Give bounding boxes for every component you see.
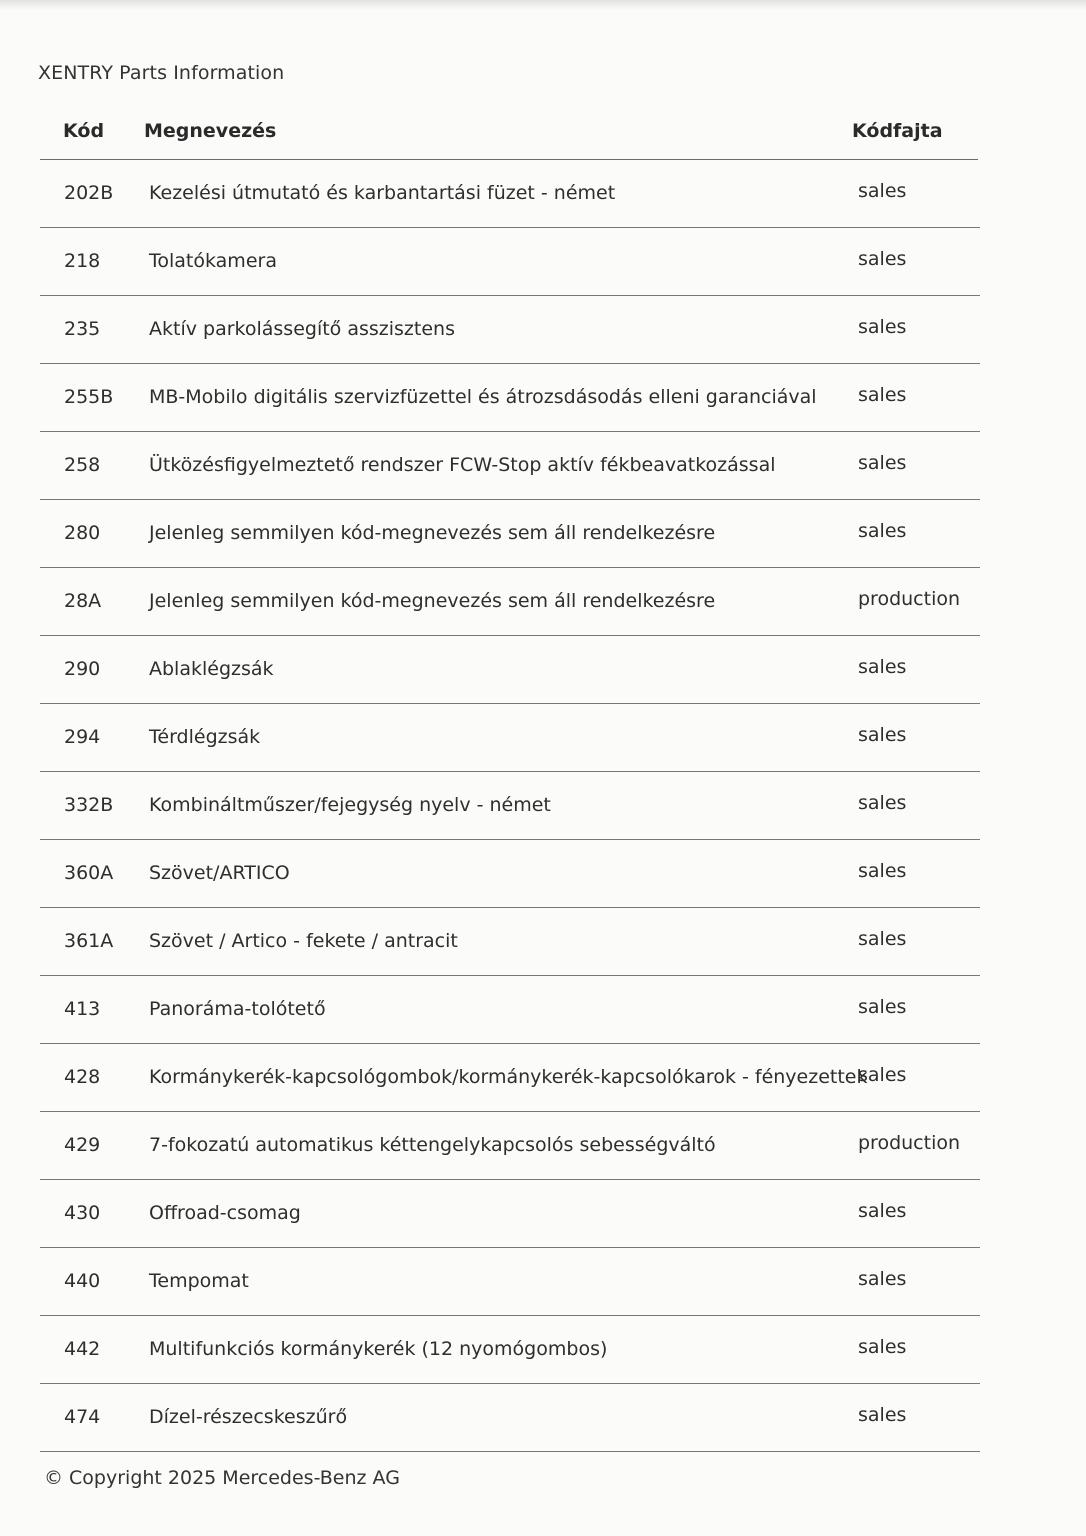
cell-code: 413 xyxy=(64,998,101,1020)
cell-name: Térdlégzsák xyxy=(149,726,261,748)
table-row xyxy=(40,976,980,1044)
cell-name: Jelenleg semmilyen kód-megnevezés sem áll rendelkezésre xyxy=(149,590,716,612)
cell-code: 290 xyxy=(64,658,101,680)
table-body xyxy=(40,160,980,1452)
cell-type: production xyxy=(858,1132,961,1154)
table-row xyxy=(40,1044,980,1112)
table-row xyxy=(40,636,980,704)
cell-code: 202B xyxy=(64,182,114,204)
table-row xyxy=(40,432,980,500)
cell-name: MB-Mobilo digitális szervizfüzettel és átrozsdásodás elleni garanciával xyxy=(149,386,817,408)
table-row xyxy=(40,772,980,840)
cell-code: 235 xyxy=(64,318,101,340)
cell-name: Tolatókamera xyxy=(149,250,277,272)
cell-name: Ablaklégzsák xyxy=(149,658,274,680)
cell-type: sales xyxy=(858,928,907,950)
cell-type: sales xyxy=(858,860,907,882)
table-row xyxy=(40,1384,980,1452)
table-row xyxy=(40,364,980,432)
cell-code: 440 xyxy=(64,1270,101,1292)
cell-type: sales xyxy=(858,180,907,202)
cell-name: 7-fokozatú automatikus kéttengelykapcsolós sebességváltó xyxy=(149,1134,716,1156)
table-row xyxy=(40,1316,980,1384)
copyright-footer: © Copyright 2025 Mercedes-Benz AG xyxy=(44,1467,400,1489)
cell-code: 258 xyxy=(64,454,101,476)
cell-code: 255B xyxy=(64,386,114,408)
cell-type: sales xyxy=(858,996,907,1018)
cell-name: Kombináltműszer/fejegység nyelv - német xyxy=(149,794,551,816)
cell-code: 361A xyxy=(64,930,114,952)
cell-name: Offroad-csomag xyxy=(149,1202,301,1224)
table-row xyxy=(40,500,980,568)
cell-code: 442 xyxy=(64,1338,101,1360)
cell-type: sales xyxy=(858,724,907,746)
cell-name: Tempomat xyxy=(149,1270,249,1292)
cell-type: sales xyxy=(858,248,907,270)
cell-name: Kormánykerék-kapcsológombok/kormánykerék-kapcsolókarok - fényezettek xyxy=(149,1066,868,1088)
cell-name: Kezelési útmutató és karbantartási füzet - német xyxy=(149,182,616,204)
cell-code: 218 xyxy=(64,250,101,272)
cell-code: 474 xyxy=(64,1406,101,1428)
column-header-type: Kódfajta xyxy=(852,120,943,142)
column-header-name: Megnevezés xyxy=(144,120,277,142)
cell-name: Aktív parkolássegítő asszisztens xyxy=(149,318,455,340)
cell-code: 280 xyxy=(64,522,101,544)
cell-name: Dízel-részecskeszűrő xyxy=(149,1406,348,1428)
table-row xyxy=(40,160,980,228)
table-row xyxy=(40,704,980,772)
scan-edge-shadow xyxy=(0,0,1086,10)
cell-type: sales xyxy=(858,520,907,542)
cell-code: 428 xyxy=(64,1066,101,1088)
table-row xyxy=(40,1180,980,1248)
cell-name: Jelenleg semmilyen kód-megnevezés sem áll rendelkezésre xyxy=(149,522,716,544)
app-title: XENTRY Parts Information xyxy=(38,62,285,84)
cell-name: Szövet / Artico - fekete / antracit xyxy=(149,930,458,952)
cell-code: 28A xyxy=(64,590,102,612)
cell-type: sales xyxy=(858,1268,907,1290)
cell-name: Panoráma-tolótető xyxy=(149,998,326,1020)
table-row xyxy=(40,1248,980,1316)
cell-name: Multifunkciós kormánykerék (12 nyomógombos) xyxy=(149,1338,608,1360)
table-row xyxy=(40,1112,980,1180)
cell-type: production xyxy=(858,588,961,610)
cell-code: 430 xyxy=(64,1202,101,1224)
cell-code: 360A xyxy=(64,862,114,884)
cell-type: sales xyxy=(858,1064,907,1086)
table-row xyxy=(40,840,980,908)
cell-name: Ütközésfigyelmeztető rendszer FCW-Stop aktív fékbeavatkozással xyxy=(149,454,776,476)
cell-type: sales xyxy=(858,1200,907,1222)
cell-type: sales xyxy=(858,384,907,406)
table-header xyxy=(40,110,978,160)
cell-type: sales xyxy=(858,452,907,474)
cell-type: sales xyxy=(858,1336,907,1358)
table-row xyxy=(40,228,980,296)
cell-type: sales xyxy=(858,792,907,814)
column-header-code: Kód xyxy=(63,120,105,142)
cell-type: sales xyxy=(858,656,907,678)
table-row xyxy=(40,296,980,364)
table-row xyxy=(40,908,980,976)
cell-name: Szövet/ARTICO xyxy=(149,862,290,884)
cell-type: sales xyxy=(858,316,907,338)
cell-code: 294 xyxy=(64,726,101,748)
table-row xyxy=(40,568,980,636)
cell-type: sales xyxy=(858,1404,907,1426)
cell-code: 429 xyxy=(64,1134,101,1156)
cell-code: 332B xyxy=(64,794,114,816)
